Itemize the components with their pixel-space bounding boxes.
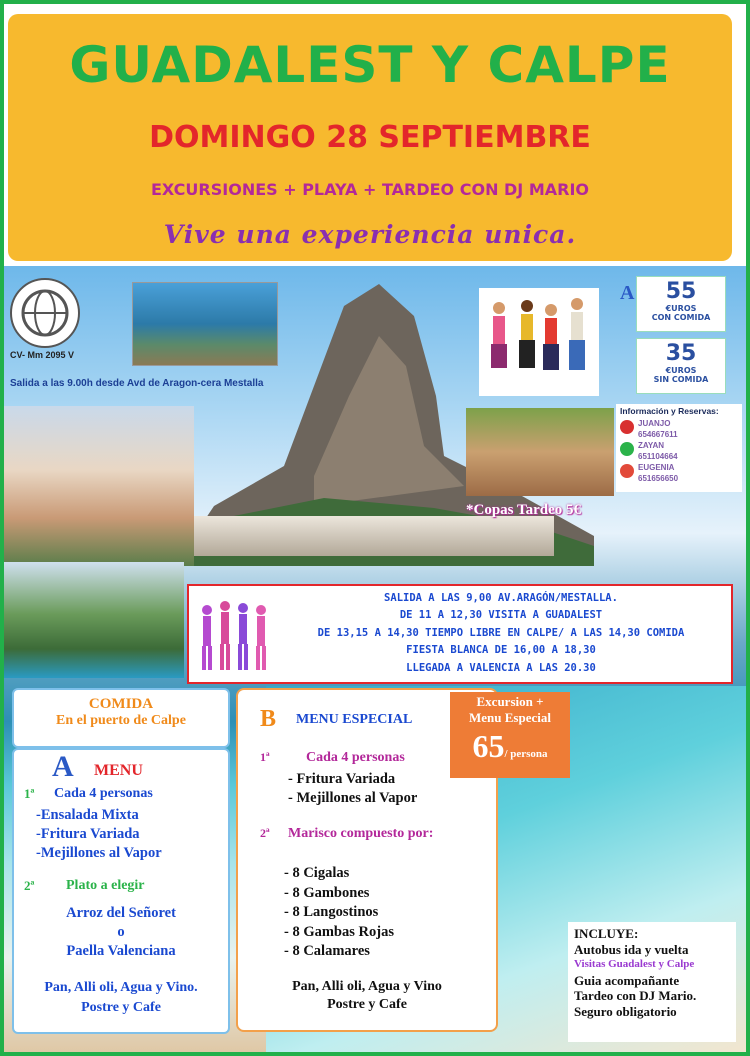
- comida-box: [12, 688, 230, 748]
- menu-item: - 8 Gambas Rojas: [284, 923, 394, 940]
- incluye-title: INCLUYE:: [574, 926, 639, 941]
- itinerary-line: DE 11 A 12,30 VISITA A GUADALEST: [399, 609, 603, 622]
- price-condition: CON COMIDA: [651, 313, 711, 322]
- menu-b-title: MENU ESPECIAL: [296, 712, 413, 727]
- globe-icon: [20, 288, 70, 338]
- menu-item: - 8 Gambones: [284, 884, 370, 901]
- price-option-letter: A: [620, 282, 635, 304]
- location-pin-icon: [620, 464, 634, 478]
- menu-a-course1-num: 1ª: [24, 786, 35, 801]
- comida-title: COMIDA: [88, 696, 154, 712]
- incluye-box: [568, 922, 736, 1042]
- price-amount: 35: [665, 341, 697, 366]
- menu-a-extras: [14, 978, 228, 1018]
- menu-b-course1-title: Cada 4 personas: [306, 750, 405, 765]
- whatsapp-icon: [620, 442, 634, 456]
- price-tag-with-meal: [636, 276, 726, 332]
- party-silhouettes-image: [195, 594, 275, 674]
- phone-icon: [620, 420, 634, 434]
- menu-item: - 8 Calamares: [284, 943, 370, 960]
- price-tag-without-meal: [636, 338, 726, 394]
- contact-name: JUANJO: [638, 419, 671, 428]
- itinerary-line: FIESTA BLANCA DE 16,00 A 18,30: [406, 644, 596, 657]
- contact-row: [616, 418, 742, 440]
- menu-a-title: MENU: [94, 762, 143, 779]
- calpe-town-image: [4, 406, 194, 566]
- itinerary-line: DE 13,15 A 14,30 TIEMPO LIBRE EN CALPE/ A LAS 14,30 COMIDA: [317, 626, 685, 639]
- event-date: DOMINGO 28 SEPTIEMBRE: [149, 120, 591, 155]
- menu-item: - 8 Langostinos: [284, 904, 379, 921]
- dancers-image: [479, 288, 599, 396]
- tardeo-crowd-image: [466, 408, 614, 496]
- tardeo-drinks-note: *Copas Tardeo 5€: [466, 502, 582, 518]
- incluye-item: Tardeo con DJ Mario.: [574, 988, 697, 1003]
- price-amount: 55: [665, 279, 697, 304]
- contact-heading: Información y Reservas:: [620, 406, 719, 416]
- menu-b-extras: [238, 978, 496, 1014]
- contact-phone: 651104664: [638, 452, 678, 461]
- contact-row: [616, 462, 742, 484]
- menu-item: - Mejillones al Vapor: [288, 790, 418, 806]
- menu-b-letter: B: [260, 706, 277, 732]
- menu-item: - 8 Cigalas: [284, 865, 350, 881]
- contact-name: EUGENIA: [638, 463, 675, 472]
- incluye-item: Autobus ida y vuelta: [574, 941, 689, 957]
- special-menu-badge: [450, 692, 570, 778]
- poster-title: GUADALEST Y CALPE: [69, 36, 671, 94]
- price-unit: €UROS: [665, 304, 697, 313]
- contact-phone: 651656650: [638, 474, 679, 483]
- menu-choice-or: o: [117, 924, 125, 940]
- menu-b-course2-num: 2ª: [260, 826, 270, 840]
- menu-a-course1-title: Cada 4 personas: [54, 786, 153, 801]
- agency-logo: [10, 278, 80, 348]
- menu-a-box: [12, 748, 230, 1034]
- menu-item: -Fritura Variada: [36, 826, 140, 842]
- menu-item: -Ensalada Mixta: [36, 807, 139, 823]
- menu-choice: Paella Valenciana: [66, 943, 176, 959]
- menu-extras: Postre y Cafe: [327, 997, 407, 1012]
- menu-extras: Pan, Alli oli, Agua y Vino: [292, 979, 442, 994]
- menu-item: -Mejillones al Vapor: [36, 845, 162, 861]
- coast-photo: [132, 282, 278, 366]
- agency-license: CV- Mm 2095 V: [10, 350, 75, 360]
- menu-b-course1-num: 1ª: [260, 750, 270, 764]
- contact-phone: 654667611: [638, 430, 678, 439]
- badge-per: / persona: [504, 748, 548, 760]
- itinerary-box: [187, 584, 733, 684]
- price-condition: SIN COMIDA: [653, 375, 709, 384]
- badge-line2: Menu Especial: [469, 710, 551, 725]
- menu-extras: Pan, Alli oli, Agua y Vino.: [44, 980, 198, 995]
- incluye-item: Guia acompañante: [574, 972, 680, 988]
- menu-a-letter: A: [52, 750, 74, 783]
- menu-extras: Postre y Cafe: [81, 1000, 161, 1015]
- itinerary-line: SALIDA A LAS 9,00 AV.ARAGÓN/MESTALLA.: [384, 592, 618, 604]
- menu-a-course2-num: 2ª: [24, 878, 35, 893]
- menu-b-course2-items: [284, 864, 394, 962]
- price-unit: €UROS: [665, 366, 697, 375]
- contact-box: [616, 404, 742, 492]
- menu-a-course2-title: Plato a elegir: [66, 878, 145, 893]
- contact-row: [616, 440, 742, 462]
- incluye-item: Seguro obligatorio: [574, 1003, 677, 1019]
- guadalest-image: [4, 562, 184, 678]
- badge-price: 65: [472, 728, 505, 764]
- badge-line1: Excursion +: [476, 694, 544, 709]
- comida-location: En el puerto de Calpe: [56, 713, 186, 728]
- contact-name: ZAYAN: [638, 441, 665, 450]
- departure-note: Salida a las 9.00h desde Avd de Aragon-cera Mestalla: [10, 378, 264, 389]
- header-banner: [8, 14, 732, 261]
- incluye-item: Visitas Guadalest y Calpe: [574, 958, 695, 970]
- menu-b-course1-items: [288, 770, 417, 808]
- menu-choice: Arroz del Señoret: [66, 905, 176, 921]
- slogan: Vive una experiencia unica.: [163, 220, 577, 249]
- menu-a-course1-items: [36, 806, 162, 863]
- menu-item: - Fritura Variada: [288, 771, 396, 787]
- menu-a-choices: [14, 904, 228, 961]
- itinerary-line: LLEGADA A VALENCIA A LAS 20.30: [406, 661, 596, 674]
- menu-b-course2-title: Marisco compuesto por:: [288, 826, 434, 841]
- event-subtitle: EXCURSIONES + PLAYA + TARDEO CON DJ MARIO: [150, 180, 590, 199]
- poster: [4, 4, 746, 1052]
- harbor-buildings-image: [194, 516, 554, 556]
- itinerary-list: [271, 590, 731, 677]
